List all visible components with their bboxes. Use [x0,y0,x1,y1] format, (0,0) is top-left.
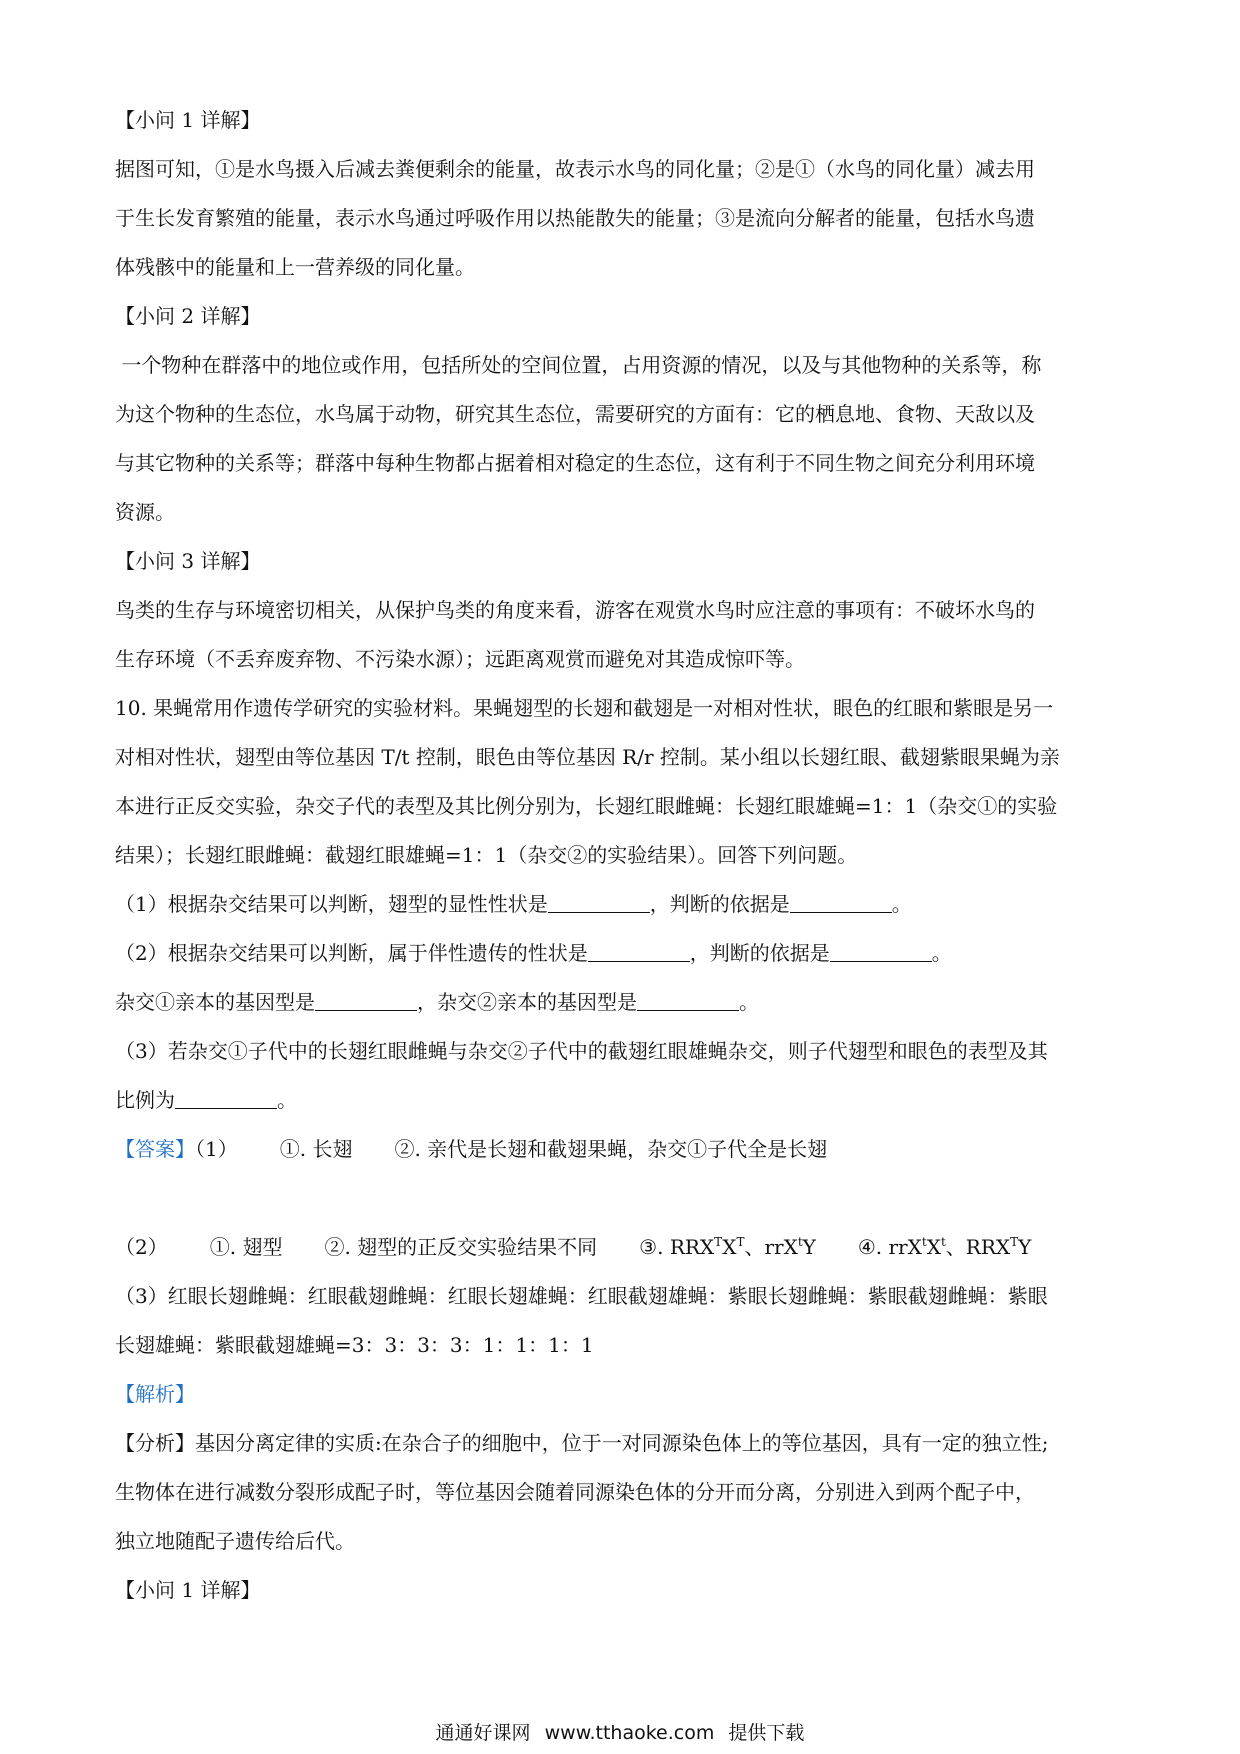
answer-2-opt-1: ①. 翅型 [209,1235,283,1259]
q10-stem-line-4: 结果）；长翅红眼雌蝇：截翅红眼雄蝇=1：1（杂交②的实验结果）。回答下列问题。 [115,843,858,867]
q1-text-line-2: 于生长发育繁殖的能量，表示水鸟通过呼吸作用以热能散失的能量；③是流向分解者的能量，包括水鸟遗 [115,206,1035,230]
answer-1-num: （1） [195,1137,238,1161]
answer-2-opt-4: ④. $rrX^tX^t$、$RRX^TY$ [857,1235,1032,1259]
q10-sub3-line-2 [115,1076,1135,1125]
q3-text-line-1: 鸟类的生存与环境密切相关，从保护鸟类的角度来看，游客在观赏水鸟时应注意的事项有：不破坏水鸟的 [115,598,1035,622]
q10-sub3-line-1: （3）若杂交①子代中的长翅红眼雌蝇与杂交②子代中的截翅红眼雄蝇杂交，则子代翅型和眼色的表型及其 [115,1039,1048,1063]
answer-3-line-1: （3）红眼长翅雌蝇：红眼截翅雌蝇：红眼长翅雄蝇：红眼截翅雄蝇：紫眼长翅雌蝇：紫眼截翅雌蝇：紫眼 [115,1284,1048,1308]
answer-blank [830,939,932,962]
q3-text-line-2: 生存环境（不丢弃废弃物、不污染水源）；远距离观赏而避免对其造成惊吓等。 [115,647,805,671]
q10-sub1-text-a: （1）根据杂交结果可以判断，翅型的显性性状是 [115,892,548,916]
answer-line-1 [115,1125,1135,1174]
q10-stem-line-2: 对相对性状，翅型由等位基因 T/t 控制，眼色由等位基因 R/r 控制。某小组以长翅红眼、截翅紫眼果蝇为亲 [115,745,1060,769]
answer-1-opt-2: ②. 亲代是长翅和截翅果蝇，杂交①子代全是长翅 [394,1137,828,1161]
q10-sub2c-text-b: ，杂交②亲本的基因型是 [417,990,637,1014]
answer-1-opt-1: ①. 长翅 [279,1137,353,1161]
answer-blank [588,939,690,962]
q10-sub2c-text-a: 杂交①亲本的基因型是 [115,990,315,1014]
answer-blank [548,890,650,913]
answer-blank [637,988,739,1011]
analysis-fenxi-line-2: 生物体在进行减数分裂形成配子时，等位基因会随着同源染色体的分开而分离，分别进入到两个配子中， [115,1480,1035,1504]
q2-text-line-2: 为这个物种的生态位，水鸟属于动物，研究其生态位，需要研究的方面有：它的栖息地、食物、天敌以及 [115,402,1035,426]
q10-sub2-end: 。 [931,941,952,965]
footer-url[interactable]: www.tthaoke.com [544,1722,715,1744]
q10-sub2-genotypes [115,978,1135,1027]
q10-sub1 [115,880,1135,929]
answer-2-num: （2） [115,1235,168,1259]
footer-suffix: 提供下载 [728,1722,805,1744]
q10-sub1-end: 。 [891,892,912,916]
page-footer [0,1718,1240,1745]
document-content [115,96,1135,1615]
analysis-label: 【解析】 [115,1382,195,1406]
q2-heading: 【小问 2 详解】 [115,304,261,328]
answer-label: 【答案】 [115,1137,195,1161]
q10-sub2c-end: 。 [739,990,759,1014]
q10-sub3-text-a: 比例为 [115,1088,175,1112]
answer-blank [315,988,417,1011]
q10-sub2-text-a: （2）根据杂交结果可以判断，属于伴性遗传的性状是 [115,941,588,965]
q10-sub1-text-b: ，判断的依据是 [649,892,790,916]
q10-stem-line-3: 本进行正反交实验，杂交子代的表型及其比例分别为，长翅红眼雌蝇：长翅红眼雄蝇=1：1（杂交①的实验 [115,794,1058,818]
answer-blank [790,890,892,913]
answer-2-opt-3: ③. $RRX^TX^T$、rrX$^t$Y [639,1235,816,1259]
q2-text-line-3: 与其它物种的关系等；群落中每种生物都占据着相对稳定的生态位，这有利于不同生物之间充分利用环境 [115,451,1035,475]
analysis-fenxi-line-3: 独立地随配子遗传给后代。 [115,1529,355,1553]
q3-heading: 【小问 3 详解】 [115,549,261,573]
q1-text-line-1: 据图可知，①是水鸟摄入后减去粪便剩余的能量，故表示水鸟的同化量；②是①（水鸟的同化量）减去用 [115,157,1035,181]
q10-sub2 [115,929,1135,978]
answer-2-opt-2: ②. 翅型的正反交实验结果不同 [324,1235,598,1259]
analysis-q1-heading: 【小问 1 详解】 [115,1578,261,1602]
q1-heading: 【小问 1 详解】 [115,108,261,132]
footer-site-name: 通通好课网 [435,1722,531,1744]
q10-sub3-end: 。 [277,1088,297,1112]
answer-3-line-2: 长翅雄蝇：紫眼截翅雄蝇=3：3：3：3：1：1：1：1 [115,1333,594,1357]
q10-sub2-text-b: ，判断的依据是 [689,941,830,965]
answer-blank [175,1086,277,1109]
fenxi-text-1: 基因分离定律的实质:在杂合子的细胞中，位于一对同源染色体上的等位基因，具有一定的独立性; [195,1431,1049,1455]
spacer [115,1174,1135,1223]
q1-text-line-3: 体残骸中的能量和上一营养级的同化量。 [115,255,475,279]
q10-stem-line-1: 10. 果蝇常用作遗传学研究的实验材料。果蝇翅型的长翅和截翅是一对相对性状，眼色的红眼和紫眼是另一 [115,696,1054,720]
q2-text-line-4: 资源。 [115,500,175,524]
q2-text-line-1: 一个物种在群落中的地位或作用，包括所处的空间位置，占用资源的情况，以及与其他物种的关系等，称 [115,353,1042,377]
analysis-fenxi-line-1 [115,1419,1135,1468]
answer-line-2 [115,1223,1135,1272]
fenxi-label: 【分析】 [115,1431,195,1455]
